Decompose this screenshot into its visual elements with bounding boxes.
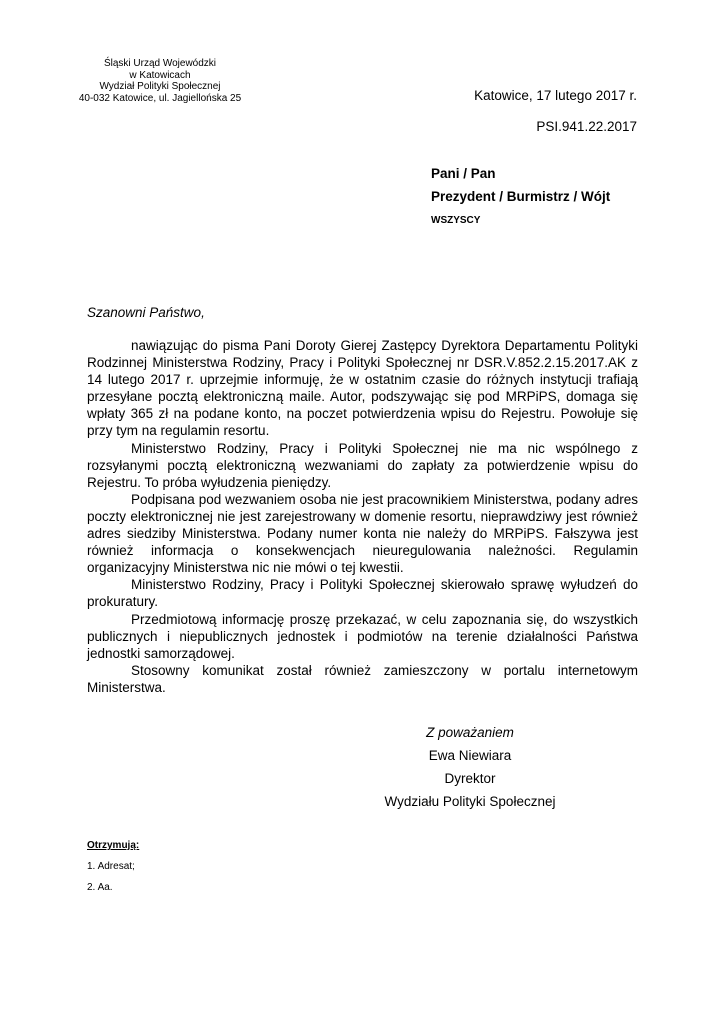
body-paragraph: Podpisana pod wezwaniem osoba nie jest pracownikiem Ministerstwa, podany adres poczty elektronicznej nie jest zarejestrowany w domenie resortu, nieprawdziwy jest również adres siedziby Ministerstwa. Podany numer konta nie należy do MRPiPS. Fałszywa jest również informacja o konsekwencjach nieuregulowania należności. Regulamin organizacyjny Ministerstwa nic nie mówi o tej kwestii. <box>87 491 638 576</box>
reference-number: PSI.941.22.2017 <box>536 119 637 134</box>
sender-line: Śląski Urząd Wojewódzki <box>103 58 217 69</box>
addressee-line-3: WSZYSCY <box>431 215 481 226</box>
body-paragraph: Przedmiotową informację proszę przekazać, w celu zapoznania się, do wszystkich publicznych i niepublicznych jednostek i podmiotów na terenie działalności Państwa jednostki samorządowej. <box>87 611 638 661</box>
sender-block <box>60 58 260 104</box>
recipient-item: 2. Aa. <box>87 882 113 893</box>
sender-line: 40-032 Katowice, ul. Jagiellońska 25 <box>78 92 242 104</box>
addressee-line-2: Prezydent / Burmistrz / Wójt <box>431 189 611 204</box>
recipient-item: 1. Adresat; <box>87 861 135 872</box>
body-paragraph: Ministerstwo Rodziny, Pracy i Polityki Społecznej skierowało sprawę wyłudzeń do prokuratury. <box>87 577 638 610</box>
signature-name: Ewa Niewiara <box>428 748 512 763</box>
body-paragraph: Ministerstwo Rodziny, Pracy i Polityki Społecznej nie ma nic wspólnego z rozsyłanymi pocztą elektroniczną wezwaniami do zapłaty za potwierdzenie wpisu do Rejestru. To próba wyłudzenia pieniędzy. <box>87 440 638 490</box>
salutation: Szanowni Państwo, <box>87 305 205 320</box>
letter-body <box>87 337 638 696</box>
body-paragraph: Stosowny komunikat został również zamieszczony w portalu internetowym Ministerstwa. <box>87 662 638 695</box>
signature-title: Dyrektor <box>444 771 496 786</box>
addressee-line-1: Pani / Pan <box>431 166 496 181</box>
letter-date: Katowice, 17 lutego 2017 r. <box>474 88 637 103</box>
sender-line: w Katowicach <box>129 69 191 81</box>
recipients-heading: Otrzymują: <box>87 840 140 851</box>
signature-department: Wydziału Polityki Społecznej <box>384 794 556 809</box>
signature-closing: Z poważaniem <box>426 725 514 740</box>
sender-line: Wydział Polityki Społecznej <box>99 81 221 92</box>
body-paragraph: nawiązując do pisma Pani Doroty Gierej Zastępcy Dyrektora Departamentu Polityki Rodzinnej Ministerstwa Rodziny, Pracy i Polityki Społecznej nr DSR.V.852.2.15.2017.AK z 14 lutego 2017 r. uprzejmie informuję, że w ostatnim czasie do różnych instytucji trafiają przesyłane pocztą elektroniczną maile. Autor, podszywając się pod MRPiPS, domaga się wpłaty 365 zł na podane konto, na poczet potwierdzenia wpisu do Rejestru. Powołuje się przy tym na regulamin resortu. <box>87 338 638 439</box>
